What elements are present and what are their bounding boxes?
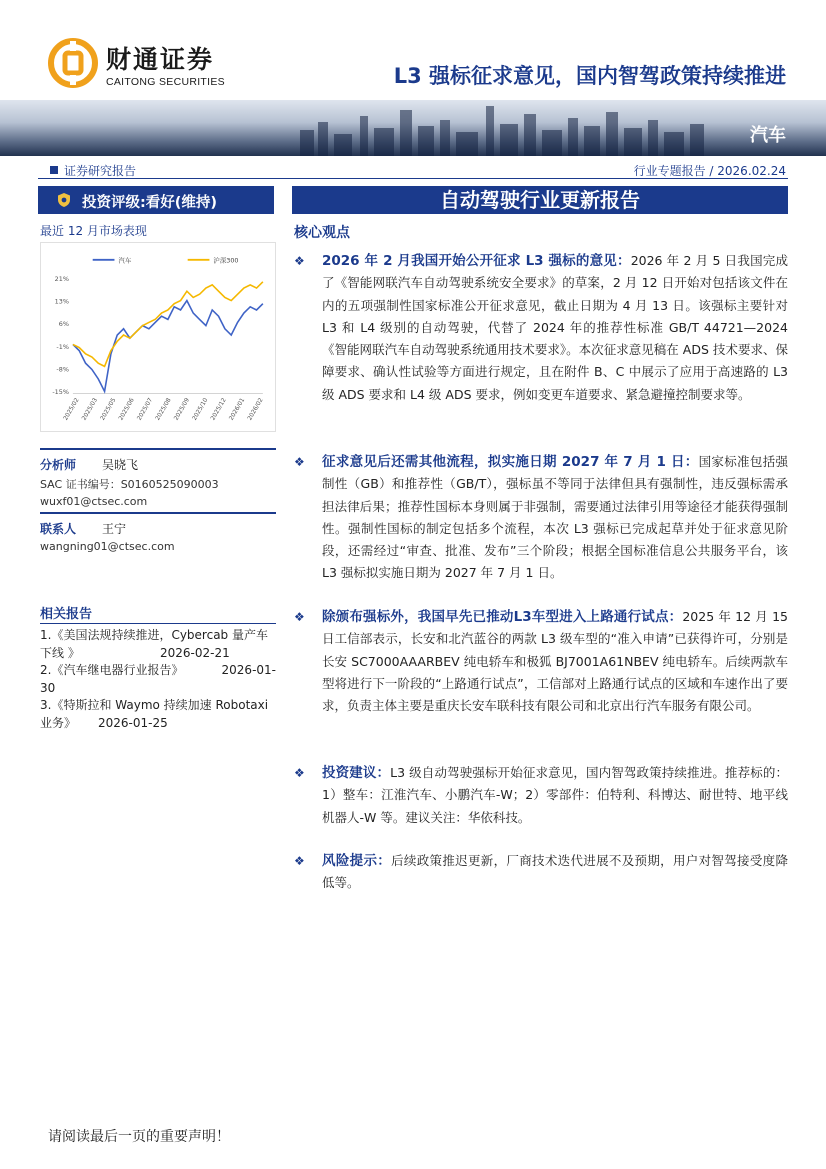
section-title: 自动驾驶行业更新报告 <box>292 186 788 214</box>
header-banner <box>0 100 826 156</box>
x-tick-label: 2025/08 <box>154 396 173 422</box>
contact-name: 王宁 <box>102 522 127 536</box>
x-tick-label: 2025/02 <box>62 396 81 422</box>
company-logo <box>48 36 248 92</box>
key-point-lead: 征求意见后还需其他流程，拟实施日期 2027 年 7 月 1 日： <box>322 454 699 470</box>
related-item-date: 2026-02-21 <box>160 645 230 660</box>
contact-role: 联系人 <box>40 522 77 536</box>
analyst-email[interactable]: wuxf01@ctsec.com <box>40 495 148 508</box>
key-point-lead: 风险提示： <box>322 853 392 869</box>
header-divider <box>38 178 788 179</box>
related-divider <box>40 623 276 624</box>
report-title: L3 强标征求意见，国内智驾政策持续推进 <box>393 64 786 88</box>
contact-block <box>40 512 276 553</box>
key-point <box>294 762 788 829</box>
related-item[interactable] <box>40 662 276 697</box>
sector-tag: 汽车 <box>750 125 786 146</box>
related-reports-list <box>40 627 276 732</box>
investment-rating <box>38 186 274 214</box>
related-item-line: 下线 》 <box>40 645 80 660</box>
report-category-label: 证券研究报告 <box>64 164 137 178</box>
analyst-block <box>40 448 276 508</box>
key-point-text: 2025 年 12 月 15 日工信部表示，长安和北汽蓝谷的两款 L3 级车型的“准入申请”已获得许可，分别是长安 SC7000AAARBEV 纯电轿车和极狐 BJ7001A61NBEV 纯电轿车。后续两款车型将进行下一阶段的“上路通行试点”，工信部对上路通行试点的区域和车速作出了要求，负责主体主要是重庆长安车联科技有限公司和北京出行汽车服务有限公司。 <box>322 609 788 714</box>
x-tick-label: 2025/05 <box>99 396 118 422</box>
y-tick-label: -15% <box>52 387 69 396</box>
logo-english-name: CAITONG SECURITIES <box>106 76 225 88</box>
key-point-text: 2026 年 2 月 5 日我国完成了《智能网联汽车自动驾驶系统安全要求》的草案，2 月 12 日开始对包括该文件在内的五项强制性国家标准公开征求意见，截止日期为 4 月 13 日。该强标主要针对 L3 和 L4 级别的自动驾驶，代替了 2024 年的推荐性标准 GB/T 44721—2024《智能网联汽车自动驾驶系统通用技术要求》。本次征求意见稿在 ADS 技术要求、保障要求、确认性试验等方面进行规定，且在附件 B、C 中展示了应用于高速路的 L3 级 ADS 要求和 L4 级 ADS 要求，例如变更车道要求、紧急避撞控制要求等。 <box>322 253 788 402</box>
related-item-date: 2026-01-25 <box>98 715 168 730</box>
key-point <box>294 451 788 585</box>
report-category <box>50 162 136 179</box>
series-line-2 <box>73 282 263 367</box>
x-tick-label: 2025/03 <box>80 396 99 422</box>
diamond-bullet-icon: ❖ <box>294 254 305 268</box>
x-tick-label: 2025/06 <box>117 396 136 422</box>
y-tick-label: 13% <box>54 297 69 306</box>
related-item-line: 30 <box>40 680 56 695</box>
contact-email[interactable]: wangning01@ctsec.com <box>40 540 175 553</box>
performance-chart <box>40 242 276 432</box>
x-tick-label: 2025/09 <box>172 396 191 422</box>
key-point-lead: 除颁布强标外，我国早先已推动L3车型进入上路通行试点： <box>322 609 683 625</box>
diamond-bullet-icon: ❖ <box>294 766 305 780</box>
rating-text: 投资评级:看好(维持) <box>82 195 218 211</box>
core-views-title: 核心观点 <box>294 225 350 241</box>
x-tick-label: 2026/02 <box>246 396 265 422</box>
analyst-cert: SAC 证书编号：S0160525090003 <box>40 478 219 491</box>
analyst-name: 吴晓飞 <box>102 458 139 472</box>
diamond-bullet-icon: ❖ <box>294 455 305 469</box>
diamond-bullet-icon: ❖ <box>294 854 305 868</box>
x-tick-label: 2025/12 <box>209 396 228 422</box>
square-bullet-icon <box>50 166 58 174</box>
key-point-lead: 投资建议： <box>322 765 391 781</box>
related-item-line: 2.《汽车继电器行业报告》 <box>40 663 184 677</box>
disclaimer-note: 请阅读最后一页的重要声明！ <box>48 1129 230 1145</box>
y-tick-label: -8% <box>56 365 69 374</box>
x-tick-label: 2025/07 <box>135 396 155 422</box>
series-line-1 <box>73 301 263 392</box>
related-item-date: 2026-01- <box>221 663 276 677</box>
x-tick-label: 2025/10 <box>191 396 210 422</box>
y-tick-label: 6% <box>58 320 69 329</box>
key-point-text: 国家标准包括强制性（GB）和推荐性（GB/T），强标虽不等同于法律但具有强制性，违反强标需承担法律后果；推荐性国标本身则属于非强制，需要通过法律引用等途径才能获得强制性。强制性国标的制定包括多个流程，本次 L3 强标已完成起草并处于征求意见阶段，还需经过“审查、批准、发布”三个阶段；根据全国标准信息公共服务平台，该 L3 强标拟实施日期为 2027 年 7 月 1 日。 <box>322 454 788 581</box>
key-point-text: 后续政策推迟更新，厂商技术迭代进展不及预期，用户对智驾接受度降低等。 <box>322 853 788 891</box>
x-tick-label: 2026/01 <box>227 396 247 422</box>
related-item-line: 业务》 <box>40 715 77 730</box>
key-point-text: L3 级自动驾驶强标开始征求意见，国内智驾政策持续推进。推荐标的：1）整车：江淮汽车、小鹏汽车-W；2）零部件：伯特利、科博达、耐世特、地平线机器人-W 等。建议关注：华依科技。 <box>322 765 788 825</box>
key-point <box>294 850 788 895</box>
caitong-logo-icon <box>48 38 98 88</box>
legend-label: 沪深300 <box>213 256 239 265</box>
y-tick-label: 21% <box>54 275 69 284</box>
key-point <box>294 606 788 717</box>
analyst-role: 分析师 <box>40 458 77 472</box>
diamond-bullet-icon: ❖ <box>294 610 305 624</box>
market-performance-label: 最近 12 月市场表现 <box>40 224 147 238</box>
related-reports-title: 相关报告 <box>40 607 93 622</box>
related-item[interactable] <box>40 697 276 732</box>
key-point-lead: 2026 年 2 月我国开始公开征求 L3 强标的意见： <box>322 253 631 269</box>
shield-icon <box>56 192 72 208</box>
key-point <box>294 250 788 406</box>
logo-chinese-name: 财通证券 <box>106 45 215 74</box>
report-type-date: 行业专题报告 / 2026.02.24 <box>633 164 786 178</box>
related-item-line: 1.《美国法规持续推进，Cybercab 量产车 <box>40 628 268 642</box>
y-tick-label: -1% <box>56 342 69 351</box>
legend-label: 汽车 <box>118 256 132 265</box>
related-item[interactable] <box>40 627 276 662</box>
related-item-line: 3.《特斯拉和 Waymo 持续加速 Robotaxi <box>40 698 269 712</box>
